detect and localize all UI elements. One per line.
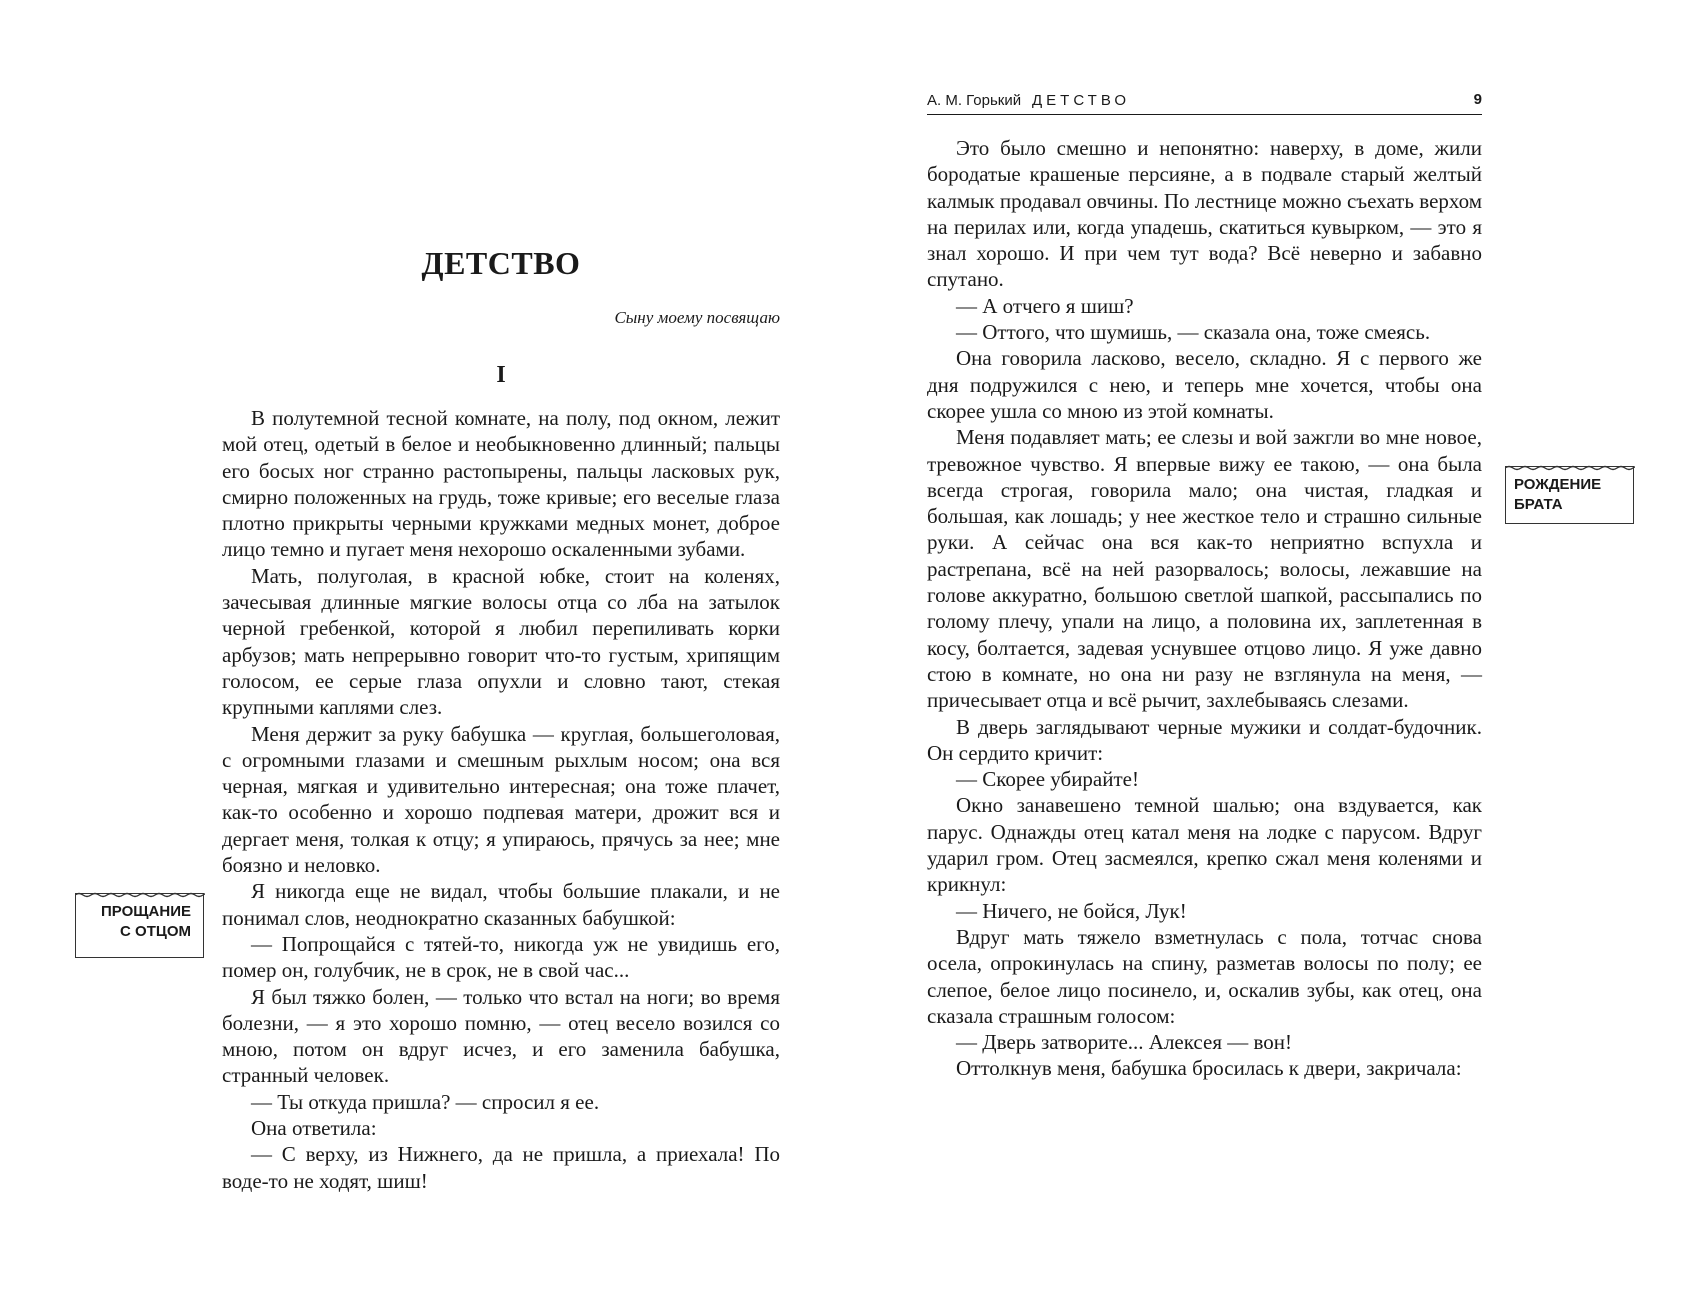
paragraph: Она ответила: — [251, 1116, 377, 1141]
paragraph: Оттолкнув меня, бабушка бросилась к двери, закричала: — [956, 1056, 1462, 1081]
paragraph: Она говорила ласково, весело, складно. Я с первого же дня подружился с нею, и теперь мне хочется, чтобы она скорее ушла со мною из этой комнаты. — [927, 346, 1482, 423]
paragraph: Я был тяжко болен, — только что встал на ноги; во время болезни, — я это хорошо помню, — отец весело возился со мною, потом он вдруг исчез, и его заменила бабушка, странный человек. — [222, 984, 780, 1088]
running-head-title: ДЕТСТВО — [1032, 92, 1130, 109]
book-title: ДЕТСТВО — [421, 245, 581, 281]
running-head-author: А. М. Горький — [927, 92, 1022, 109]
paragraph: Окно занавешено темной шалью; она вздувается, как парус. Однажды отец катал меня на лодке с парусом. Вдруг ударил гром. Отец засмеялся, крепко сжал меня коленями и крикнул: — [927, 793, 1482, 897]
margin-note-line: ПРОЩАНИЕ — [101, 903, 191, 920]
paragraph: Вдруг мать тяжело взметнулась с пола, тотчас снова осела, опрокинулась на спину, разметав волосы по полу; ее слепое, белое лицо посинело, и, оскалив зубы, как отец, она сказала страшным голосом: — [927, 924, 1482, 1028]
chapter-number: I — [496, 362, 506, 388]
paragraph: — Скорее убирайте! — [956, 767, 1139, 792]
paragraph: В дверь заглядывают черные мужики и солдат-будочник. Он сердито кричит: — [927, 714, 1482, 765]
paragraph: — Дверь затворите... Алексея — вон! — [956, 1030, 1292, 1055]
paragraph: — Оттого, что шумишь, — сказала она, тоже смеясь. — [956, 320, 1431, 345]
paragraph: Я никогда еще не видал, чтобы большие плакали, и не понимал слов, неоднократно сказанных бабушкой: — [222, 879, 780, 930]
running-head — [927, 88, 1482, 115]
paragraph: — С верху, из Нижнего, да не пришла, а приехала! По воде-то не ходят, шиш! — [222, 1142, 780, 1193]
right-page-text — [927, 135, 1482, 1082]
dedication: Сыну моему посвящаю — [614, 308, 780, 327]
margin-note-farewell — [75, 893, 204, 958]
paragraph: — Ты откуда пришла? — спросил я ее. — [251, 1089, 600, 1114]
right-page — [845, 0, 1690, 1312]
paragraph: Мать, полуголая, в красной юбке, стоит на коленях, зачесывая длинные мягкие волосы отца со лба на затылок черной гребенкой, которой я любил перепиливать корки арбузов; мать непрерывно говорит что-то густым, хрипящим голосом, ее серые глаза опухли и словно тают, стекая крупными каплями слез. — [222, 563, 780, 720]
page-number: 9 — [1473, 91, 1482, 108]
paragraph: Меня подавляет мать; ее слезы и вой зажгли во мне новое, тревожное чувство. Я впервые вижу ее такою, — она была всегда строгая, говорила мало; она чистая, гладкая и большая, как лошадь; у нее жесткое тело и страшно сильные руки. А сейчас она вся как-то неприятно вспухла и растрепана, всё на ней разорвалось; волосы, лежавшие на голове аккуратно, большою светлой шапкой, рассыпались по голому плечу, упали на лицо, а половина их, заплетенная в косу, болтается, задевая уснувшее отцово лицо. Я уже давно стою в комнате, но она ни разу не взглянула на меня, — причесывает отца и всё рычит, захлебываясь слезами. — [927, 425, 1482, 713]
paragraph: — Попрощайся с тятей-то, никогда уж не увидишь его, помер он, голубчик, не в срок, не в свой час... — [222, 931, 780, 983]
left-page-text — [222, 405, 780, 1194]
paragraph: — Ничего, не бойся, Лук! — [956, 898, 1187, 923]
margin-note-line: С ОТЦОМ — [120, 923, 191, 940]
paragraph: Это было смешно и непонятно: наверху, в доме, жили бородатые крашеные персияне, а в подвале старый желтый калмык продавал овчины. По лестнице можно съехать верхом на перилах или, когда упадешь, скатиться кувырком, — это я знал хорошо. И при чем тут вода? Всё неверно и забавно спутано. — [927, 136, 1482, 292]
paragraph: — А отчего я шиш? — [956, 293, 1134, 318]
paragraph: Меня держит за руку бабушка — круглая, большеголовая, с огромными глазами и смешным рыхлым носом; она вся черная, мягкая и удивительно интересная; она тоже плачет, как-то особенно и хорошо подпевая матери, дрожит вся и дергает меня, толкая к отцу; я упираюсь, прячусь за нее; мне боязно и неловко. — [222, 721, 780, 878]
wavy-edge-icon — [1505, 465, 1635, 471]
margin-note-line: РОЖДЕНИЕ — [1514, 476, 1602, 493]
margin-note-brother — [1505, 466, 1634, 524]
wavy-edge-icon — [75, 892, 205, 898]
paragraph: В полутемной тесной комнате, на полу, под окном, лежит мой отец, одетый в белое и необыкновенно длинный; пальцы его босых ног странно растопырены, пальцы ласковых рук, смирно положенных на грудь, тоже кривые; его веселые глаза плотно прикрыты черными кружками медных монет, доброе лицо темно и пугает меня нехорошо оскаленными зубами. — [222, 406, 780, 562]
margin-note-line: БРАТА — [1514, 496, 1563, 513]
